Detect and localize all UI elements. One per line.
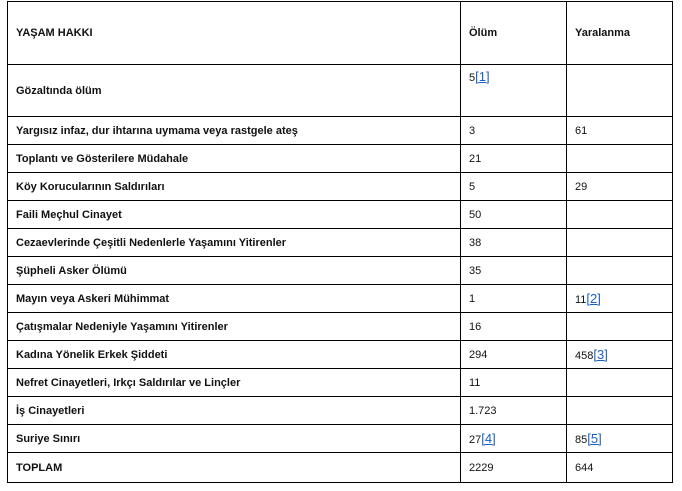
- row-olum: [461, 65, 567, 117]
- row-category: Çatışmalar Nedeniyle Yaşamını Yitirenler: [8, 313, 461, 341]
- row-yaralanma: 61: [567, 117, 673, 145]
- row-olum: 35: [461, 257, 567, 285]
- table-row: [8, 229, 673, 257]
- footnote-link-1[interactable]: [1]: [475, 69, 490, 84]
- table-row: [8, 173, 673, 201]
- header-yaralanma: Yaralanma: [567, 2, 673, 65]
- row-olum: 3: [461, 117, 567, 145]
- row-olum: 1.723: [461, 397, 567, 425]
- row-yaralanma: [567, 229, 673, 257]
- footnote-link-3[interactable]: [3]: [593, 347, 608, 362]
- row-category: Şüpheli Asker Ölümü: [8, 257, 461, 285]
- row-yaralanma: 29: [567, 173, 673, 201]
- row-yaralanma: [567, 341, 673, 369]
- row-yaralanma: [567, 425, 673, 453]
- yaralanma-value: 11: [575, 294, 587, 306]
- row-category: Mayın veya Askeri Mühimmat: [8, 285, 461, 313]
- table-row: [8, 313, 673, 341]
- row-category: Faili Meçhul Cinayet: [8, 201, 461, 229]
- table-row: [8, 285, 673, 313]
- row-yaralanma: [567, 65, 673, 117]
- row-olum: 5: [461, 173, 567, 201]
- row-yaralanma: [567, 201, 673, 229]
- yaralanma-value: 85: [575, 434, 588, 446]
- table-row: [8, 201, 673, 229]
- row-olum: 16: [461, 313, 567, 341]
- row-category: İş Cinayetleri: [8, 397, 461, 425]
- row-olum: 1: [461, 285, 567, 313]
- row-yaralanma: [567, 397, 673, 425]
- row-yaralanma: [567, 369, 673, 397]
- row-olum: 50: [461, 201, 567, 229]
- row-olum: [461, 425, 567, 453]
- olum-value: 5: [469, 72, 476, 84]
- total-olum: 2229: [461, 453, 567, 483]
- row-yaralanma: [567, 145, 673, 173]
- table-row: [8, 425, 673, 453]
- footnote-link-5[interactable]: [5]: [587, 431, 602, 446]
- row-category: Cezaevlerinde Çeşitli Nedenlerle Yaşamını Yitirenler: [8, 229, 461, 257]
- row-category: Gözaltında ölüm: [8, 65, 461, 117]
- total-label: TOPLAM: [8, 453, 461, 483]
- table-row: [8, 369, 673, 397]
- row-yaralanma: [567, 257, 673, 285]
- row-category: Kadına Yönelik Erkek Şiddeti: [8, 341, 461, 369]
- total-yaralanma: 644: [567, 453, 673, 483]
- total-row: [8, 453, 673, 483]
- table-row: [8, 117, 673, 145]
- table-header-row: [8, 2, 673, 65]
- header-olum: Ölüm: [461, 2, 567, 65]
- row-category: Köy Korucularının Saldırıları: [8, 173, 461, 201]
- yaralanma-value: 458: [575, 350, 594, 362]
- row-olum: 38: [461, 229, 567, 257]
- header-category: YAŞAM HAKKI: [8, 2, 461, 65]
- table-row: [8, 397, 673, 425]
- olum-value: 27: [469, 434, 482, 446]
- table-row: [8, 65, 673, 117]
- row-category: Toplantı ve Gösterilere Müdahale: [8, 145, 461, 173]
- row-category: Suriye Sınırı: [8, 425, 461, 453]
- row-olum: 21: [461, 145, 567, 173]
- row-category: Yargısız infaz, dur ihtarına uymama veya rastgele ateş: [8, 117, 461, 145]
- row-yaralanma: [567, 285, 673, 313]
- footnote-link-2[interactable]: [2]: [586, 291, 601, 306]
- table-row: [8, 145, 673, 173]
- row-category: Nefret Cinayetleri, Irkçı Saldırılar ve Linçler: [8, 369, 461, 397]
- table-row: [8, 341, 673, 369]
- right-to-life-table: [7, 1, 673, 483]
- table-row: [8, 257, 673, 285]
- row-yaralanma: [567, 313, 673, 341]
- footnote-link-4[interactable]: [4]: [481, 431, 496, 446]
- row-olum: 11: [461, 369, 567, 397]
- row-olum: 294: [461, 341, 567, 369]
